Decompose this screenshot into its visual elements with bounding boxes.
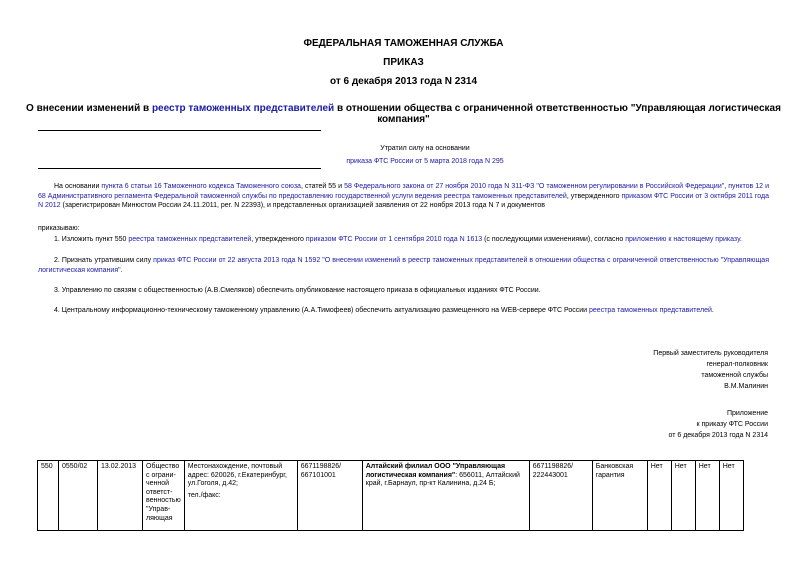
appendix-line: от 6 декабря 2013 года N 2314 xyxy=(668,432,768,439)
preamble-link-federal-law[interactable]: 58 Федерального закона от 27 ноября 2010 года N 311-ФЗ "О таможенном регулировании в Российской Федерации" xyxy=(344,183,725,190)
item-text: 4. Центральному информационно-техническому таможенному управлению (А.А.Тимофеев) обеспечить актуализацию размещенного на WEB-сервере ФТС России xyxy=(54,307,590,314)
document-title xyxy=(0,103,807,125)
appendix-block xyxy=(500,408,768,441)
signature-line: таможенной службы xyxy=(701,372,768,379)
item-text: 1. Изложить пункт 550 xyxy=(54,236,129,243)
item2-link-order-1592[interactable]: приказ ФТС России от 22 августа 2013 года N 1592 "О внесении изменений в реестр таможенных представителей в отношении общества с ограниченной ответственностью "Управляющая логистическая компания" xyxy=(38,257,769,274)
cell-date: 13.02.2013 xyxy=(98,461,143,531)
phone-fax-label: тел./факс: xyxy=(187,491,221,499)
cell-branch-inn-kpp: 6671198826/ 222443001 xyxy=(529,461,592,531)
preamble-paragraph xyxy=(38,182,769,211)
item-2 xyxy=(38,256,769,275)
divider-top xyxy=(38,130,321,131)
item-1 xyxy=(38,235,769,245)
title-suffix: в отношении общества с ограниченной ответственностью "Управляющая логистическая компания" xyxy=(334,103,781,125)
item-text: (с последующими изменениями), согласно xyxy=(482,236,626,243)
agency-title: ФЕДЕРАЛЬНАЯ ТАМОЖЕННАЯ СЛУЖБА xyxy=(303,38,504,49)
cell-address xyxy=(184,461,297,531)
cell-flag: Нет xyxy=(719,461,743,531)
cell-branch xyxy=(362,461,529,531)
expired-line: Утратил силу на основании xyxy=(380,145,470,152)
signature-line: генерал-полковник xyxy=(706,361,768,368)
item1-link-registry[interactable]: реестра таможенных представителей xyxy=(128,236,252,243)
item1-link-order-1613[interactable]: приказом ФТС России от 1 сентября 2010 года N 1613 xyxy=(305,236,483,243)
cell-number: 550 xyxy=(38,461,59,531)
cell-reg-number: 0550/02 xyxy=(59,461,98,531)
preamble-text: , статей 55 и xyxy=(300,183,345,190)
divider-bottom xyxy=(38,168,321,169)
registry-table xyxy=(37,460,744,531)
appendix-line: Приложение xyxy=(726,410,768,417)
preamble-text: , утвержденного xyxy=(566,192,622,200)
order-word: приказываю: xyxy=(38,225,80,232)
preamble-link-regulation[interactable]: пунктов 12 и 68 Административного регламента Федеральной таможенной службы по предоставлению государственной услуги ведения реестра таможенных представителей xyxy=(38,183,770,200)
item-4 xyxy=(38,306,769,316)
appendix-line: к приказу ФТС России xyxy=(696,421,768,428)
item-text: . xyxy=(120,266,123,274)
signature-block xyxy=(500,348,768,392)
signature-line: Первый заместитель руководителя xyxy=(653,350,768,357)
preamble-text: , xyxy=(724,183,729,190)
item-3: 3. Управлению по связям с общественностью (А.В.Смеляков) обеспечить опубликование настоящего приказа в официальных изданиях ФТС России. xyxy=(54,287,541,294)
table-row xyxy=(38,461,744,531)
cell-guarantee: Банковская гарантия xyxy=(592,461,647,531)
preamble-link-order-2012[interactable]: приказом ФТС России от 3 октября 2011 года N 2012 xyxy=(38,192,769,209)
address-text: Местонахождение, почтовый адрес: 620026, г.Екатеринбург, ул.Гоголя, д.42; xyxy=(187,463,287,488)
cell-flag: Нет xyxy=(647,461,671,531)
title-link-registry[interactable]: реестр таможенных представителей xyxy=(151,103,335,114)
item-text: . xyxy=(711,307,714,314)
item1-link-appendix[interactable]: приложению к настоящему приказу xyxy=(625,236,740,243)
title-prefix: О внесении изменений в xyxy=(26,103,152,114)
signature-name: В.М.Малинин xyxy=(724,383,768,390)
expired-notice xyxy=(300,144,550,166)
item-text: . xyxy=(739,236,742,243)
item-text: 2. Признать утратившим силу xyxy=(54,257,154,264)
cell-flag: Нет xyxy=(671,461,695,531)
cell-inn-kpp: 6671198826/ 667101001 xyxy=(297,461,362,531)
preamble-text: (зарегистрирован Минюстом России 24.11.2011, рег. N 22393), и представленных организацией заявления от 22 ноября 2013 года N 7 и документов xyxy=(60,202,545,209)
doc-date: от 6 декабря 2013 года N 2314 xyxy=(329,76,478,87)
doc-type: ПРИКАЗ xyxy=(383,57,424,68)
expired-link[interactable]: приказа ФТС России от 5 марта 2018 года N 295 xyxy=(346,157,504,165)
branch-address: : 656011, Алтайский край, г.Барнаул, пр-кт Калинина, д.24 Б; xyxy=(365,471,520,488)
preamble-link-customs-code[interactable]: пункта 6 статьи 16 Таможенного кодекса Таможенного союза xyxy=(101,183,301,190)
cell-flag: Нет xyxy=(695,461,719,531)
item4-link-registry[interactable]: реестра таможенных представителей xyxy=(589,307,712,314)
branch-name: Алтайский филиал ООО "Управляющая логистическая компания" xyxy=(365,463,506,479)
preamble-text: На основании xyxy=(54,183,102,190)
cell-organization: Общество с ограни-ченной ответст-венностью "Управ-ляющая xyxy=(143,461,185,531)
item-text: , утвержденного xyxy=(251,236,306,243)
